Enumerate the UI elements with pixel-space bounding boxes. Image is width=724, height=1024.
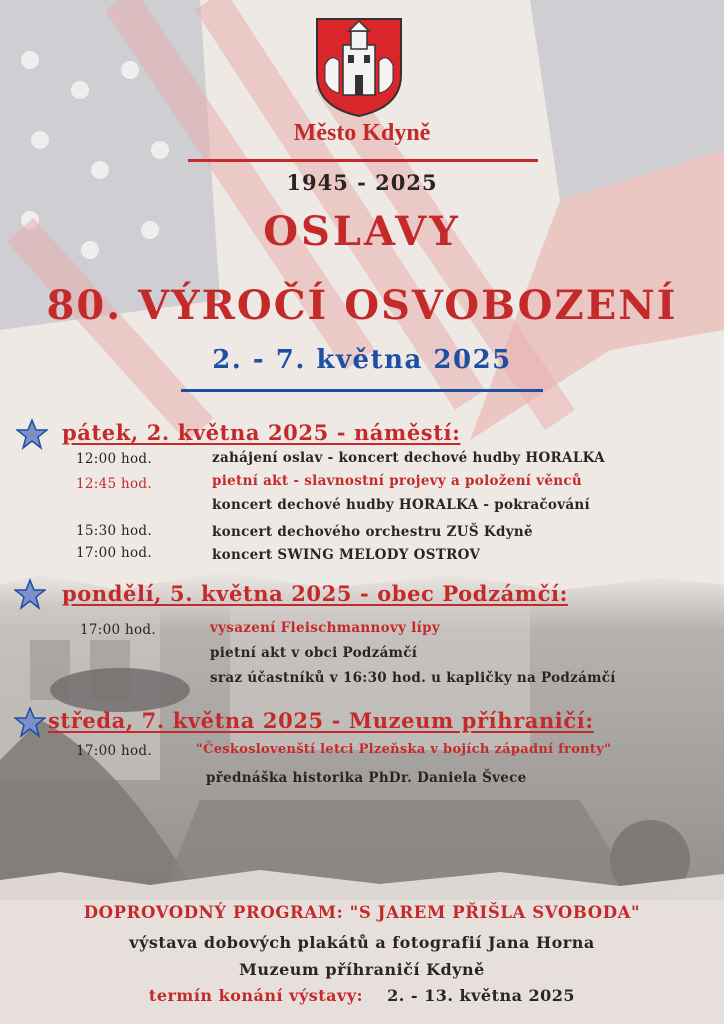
years: 1945 - 2025 [286,170,438,195]
schedule-text: zahájení oslav - koncert dechové hudby HORALKA [212,450,605,466]
schedule-text: přednáška historika PhDr. Daniela Švece [206,770,527,786]
date-range: 2. - 7. května 2025 [212,345,512,375]
schedule-time: 17:00 hod. [80,622,156,638]
star-icon [14,578,46,610]
header-divider-blue [181,389,543,392]
schedule-text: koncert dechové hudby HORALKA - pokračování [212,497,590,513]
schedule-text: sraz účastníků v 16:30 hod. u kapličky na Podzámčí [210,670,616,686]
exhibition-dates-label: termín konání výstavy: [148,986,364,1005]
headline-oslavy: OSLAVY [263,208,461,255]
schedule-time: 17:00 hod. [76,743,152,759]
day-heading-friday: pátek, 2. května 2025 - náměstí: [62,420,461,445]
day-heading-monday: pondělí, 5. května 2025 - obec Podzámčí: [62,581,568,606]
schedule-time: 15:30 hod. [76,523,152,539]
program-line-dates [20,986,704,1005]
star-icon [14,706,46,738]
header-divider-red [188,159,538,162]
star-icon [16,418,48,450]
schedule-text: pietní akt v obci Podzámčí [210,645,418,661]
day-heading-wednesday: středa, 7. května 2025 - Muzeum příhraničí: [48,708,594,733]
program-title: DOPROVODNÝ PROGRAM: "S JAREM PŘIŠLA SVOBODA" [83,903,641,922]
headline-anniversary: 80. VÝROČÍ OSVOBOZENÍ [46,282,678,329]
schedule-text: koncert SWING MELODY OSTROV [212,547,481,563]
schedule-text: koncert dechového orchestru ZUŠ Kdyně [212,524,533,540]
schedule-time: 12:45 hod. [76,476,152,492]
schedule-time: 12:00 hod. [76,451,152,467]
schedule-text: vysazení Fleischmannovy lípy [210,620,440,636]
program-line-venue: Muzeum příhraničí Kdyně [239,960,485,979]
schedule-text: pietní akt - slavnostní projevy a položení věnců [212,473,583,489]
exhibition-dates-value: 2. - 13. května 2025 [387,986,576,1005]
schedule-text: "Českoslovenští letci Plzeňska v bojích západní fronty" [196,742,612,757]
program-line-exhibition: výstava dobových plakátů a fotografií Jana Horna [129,933,595,952]
coat-of-arms-icon [313,15,405,120]
schedule-time: 17:00 hod. [76,545,152,561]
town-name: Město Kdyně [293,120,431,146]
